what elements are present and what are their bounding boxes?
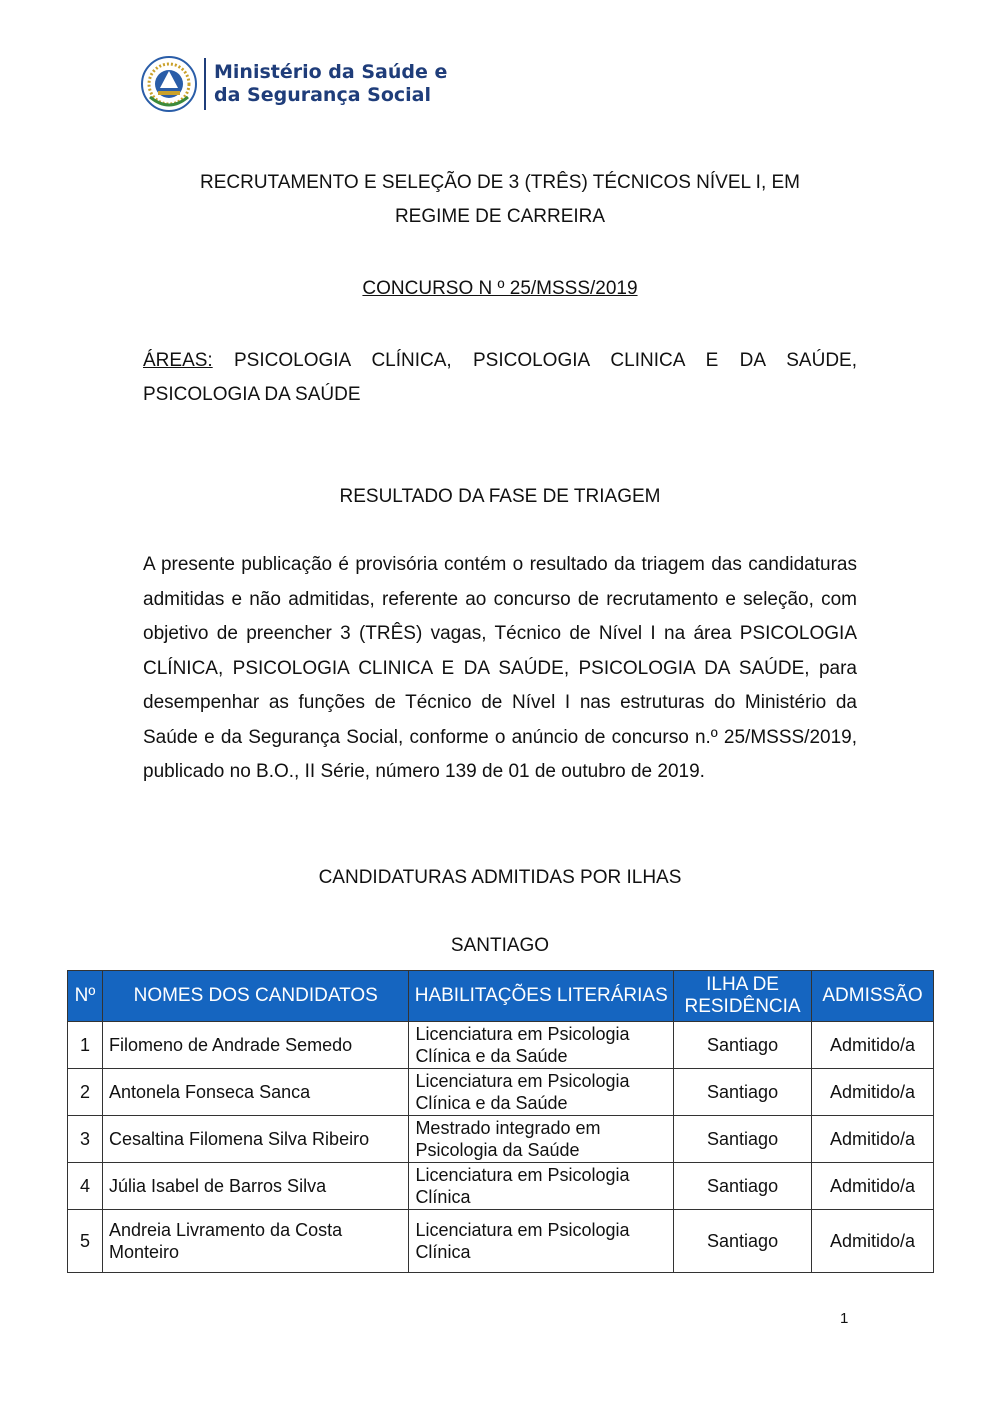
table-row <box>68 1069 934 1116</box>
cell-num: 1 <box>68 1022 103 1069</box>
body-paragraph: A presente publicação é provisória contém o resultado da triagem das candidaturas admitidas e não admitidas, referente ao concurso de recrutamento e seleção, com objetivo de preencher 3 (TRÊS) vagas, Técnico de Nível I na área PSICOLOGIA CLÍNICA, PSICOLOGIA CLINICA E DA SAÚDE, PSICOLOGIA DA SAÚDE, para desempenhar as funções de Técnico de Nível I nas estruturas do Ministério da Saúde e da Segurança Social, conforme o anúncio de concurso n.º 25/MSSS/2019, publicado no B.O., II Série, número 139 de 01 de outubro de 2019. <box>143 554 857 782</box>
concurso-number <box>0 278 1000 300</box>
cell-num: 5 <box>68 1210 103 1273</box>
cell-nome: Cesaltina Filomena Silva Ribeiro <box>102 1116 408 1163</box>
table-row <box>68 1116 934 1163</box>
table-row <box>68 1210 934 1273</box>
cell-habilitacoes: Licenciatura em Psicologia Clínica <box>409 1163 674 1210</box>
concurso-text: CONCURSO N º 25/MSSS/2019 <box>362 278 638 299</box>
cell-admissao: Admitido/a <box>812 1210 934 1273</box>
header-admissao: ADMISSÃO <box>812 971 934 1022</box>
cell-ilha: Santiago <box>674 1069 812 1116</box>
document-title-line2: REGIME DE CARREIRA <box>394 206 606 227</box>
header-habilitacoes: HABILITAÇÕES LITERÁRIAS <box>409 971 674 1022</box>
cell-num: 4 <box>68 1163 103 1210</box>
header-ilha: ILHA DE RESIDÊNCIA <box>674 971 812 1022</box>
header-nome: NOMES DOS CANDIDATOS <box>102 971 408 1022</box>
logo-divider <box>204 58 206 110</box>
cell-nome: Filomeno de Andrade Semedo <box>102 1022 408 1069</box>
island-heading: SANTIAGO <box>450 935 550 956</box>
cell-admissao: Admitido/a <box>812 1116 934 1163</box>
cell-habilitacoes: Licenciatura em Psicologia Clínica <box>409 1210 674 1273</box>
cell-ilha: Santiago <box>674 1163 812 1210</box>
ministry-logo <box>140 55 447 113</box>
document-title-line1: RECRUTAMENTO E SELEÇÃO DE 3 (TRÊS) TÉCNICOS NÍVEL I, EM <box>199 172 800 193</box>
page-number: 1 <box>840 1310 849 1327</box>
cell-ilha: Santiago <box>674 1022 812 1069</box>
cell-num: 3 <box>68 1116 103 1163</box>
cell-admissao: Admitido/a <box>812 1069 934 1116</box>
cell-admissao: Admitido/a <box>812 1022 934 1069</box>
resultado-heading: RESULTADO DA FASE DE TRIAGEM <box>339 486 661 507</box>
cell-nome: Antonela Fonseca Sanca <box>102 1069 408 1116</box>
candidates-table <box>67 970 934 1273</box>
areas-text: PSICOLOGIA CLÍNICA, PSICOLOGIA CLINICA E DA SAÚDE, PSICOLOGIA DA SAÚDE <box>143 350 857 405</box>
table-header-row <box>68 971 934 1022</box>
table-row <box>68 1163 934 1210</box>
cell-habilitacoes: Licenciatura em Psicologia Clínica e da Saúde <box>409 1069 674 1116</box>
admitidas-heading: CANDIDATURAS ADMITIDAS POR ILHAS <box>318 867 682 888</box>
cell-nome: Júlia Isabel de Barros Silva <box>102 1163 408 1210</box>
ministry-name-line2: da Segurança Social <box>214 84 431 106</box>
cell-ilha: Santiago <box>674 1210 812 1273</box>
cell-habilitacoes: Mestrado integrado em Psicologia da Saúde <box>409 1116 674 1163</box>
coat-of-arms-icon <box>140 55 198 113</box>
areas-section <box>143 344 857 412</box>
cell-num: 2 <box>68 1069 103 1116</box>
cell-admissao: Admitido/a <box>812 1163 934 1210</box>
ministry-name-line1: Ministério da Saúde e <box>214 61 448 83</box>
cell-nome: Andreia Livramento da Costa Monteiro <box>102 1210 408 1273</box>
areas-label: ÁREAS: <box>143 350 213 371</box>
cell-ilha: Santiago <box>674 1116 812 1163</box>
ministry-name <box>214 61 447 107</box>
table-row <box>68 1022 934 1069</box>
header-num: Nº <box>68 971 103 1022</box>
cell-habilitacoes: Licenciatura em Psicologia Clínica e da Saúde <box>409 1022 674 1069</box>
